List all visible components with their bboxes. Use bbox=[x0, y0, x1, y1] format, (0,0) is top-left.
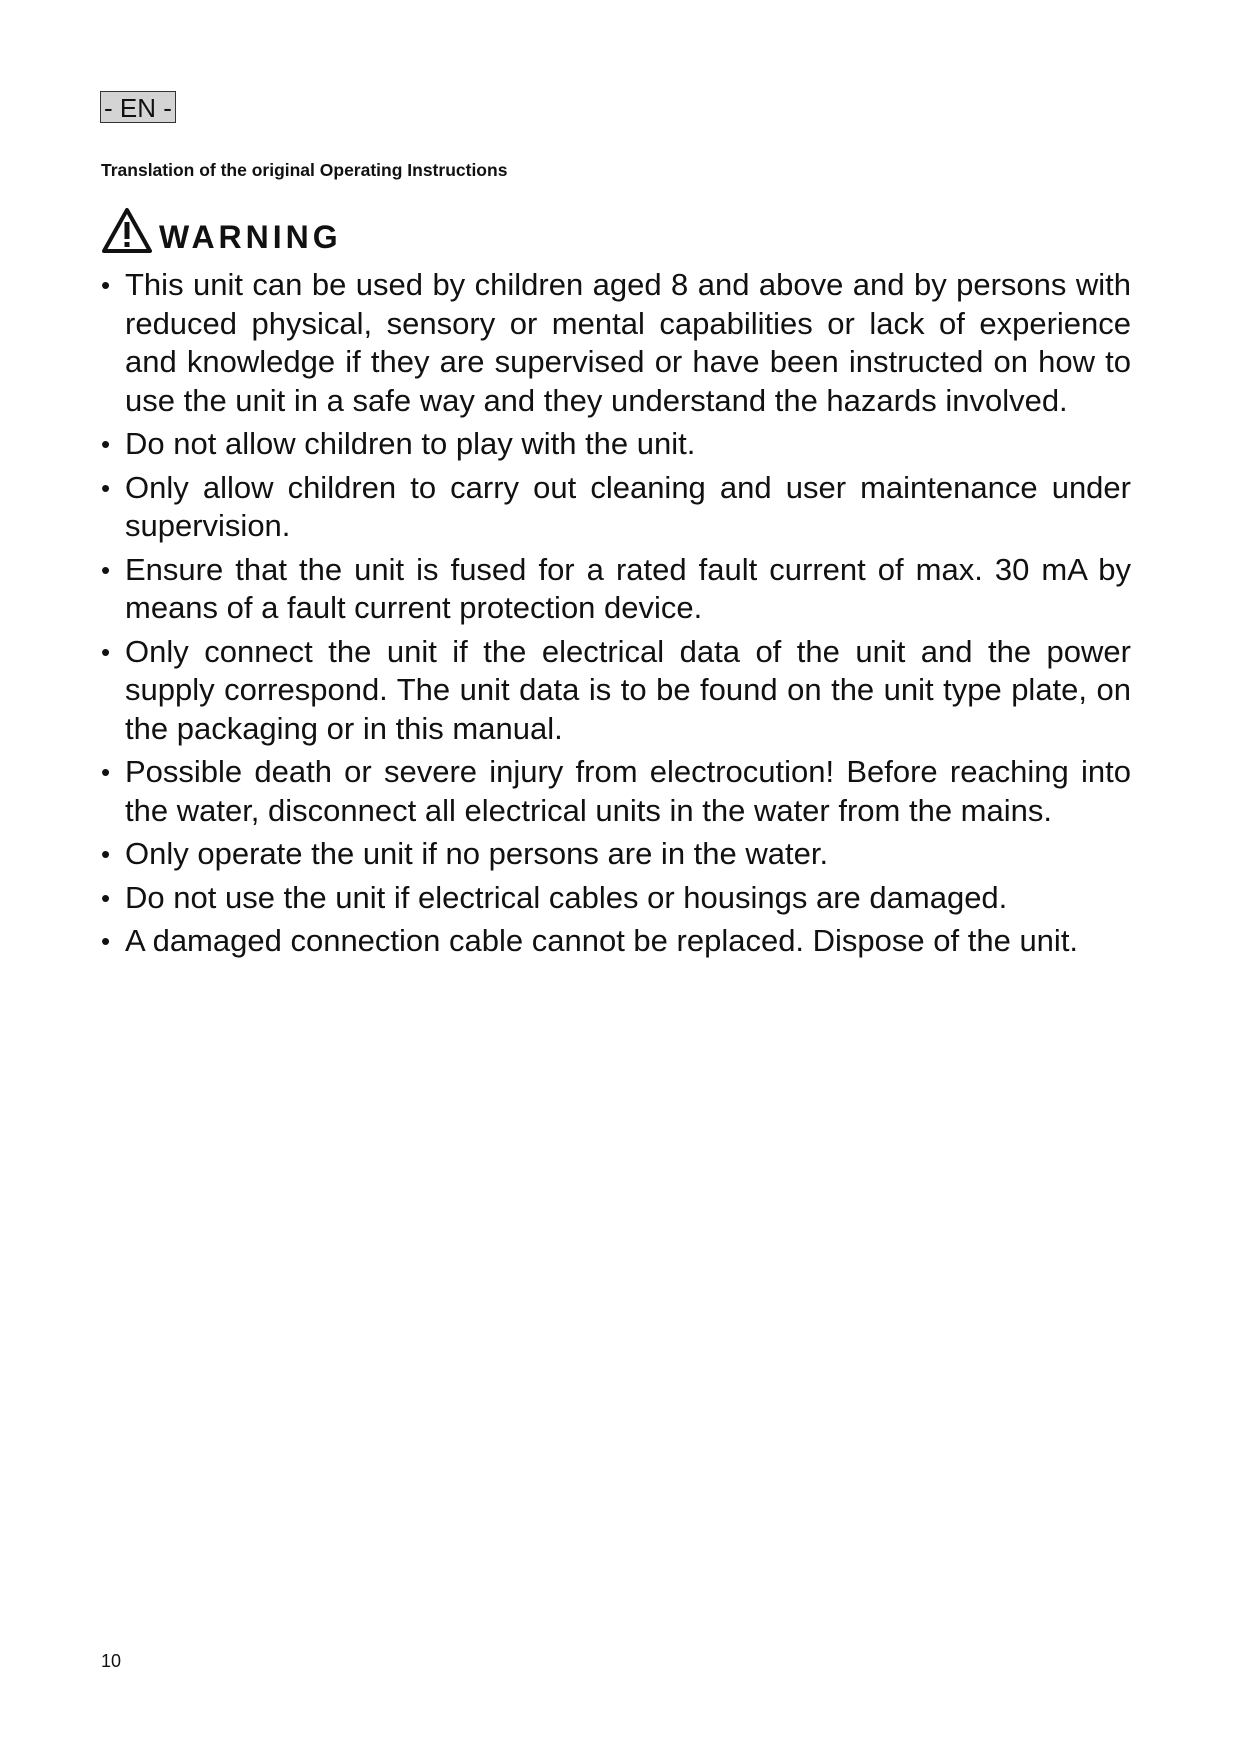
bullet-icon: • bbox=[101, 429, 111, 459]
document-subtitle: Translation of the original Operating Instructions bbox=[101, 160, 508, 180]
warning-item bbox=[101, 266, 1131, 420]
page-number: 10 bbox=[101, 1651, 122, 1671]
warning-item bbox=[101, 753, 1131, 830]
bullet-icon: • bbox=[101, 554, 111, 585]
warning-item-text: Possible death or severe injury from electrocution! Before reaching into the water, disconnect all electrical units in the water from the mains. bbox=[125, 754, 1131, 828]
warning-heading bbox=[101, 205, 342, 255]
bullet-icon: • bbox=[101, 839, 111, 869]
warning-list bbox=[101, 266, 1131, 966]
warning-item bbox=[101, 922, 1131, 961]
warning-triangle-icon bbox=[101, 207, 153, 255]
warning-item-text: A damaged connection cable cannot be replaced. Dispose of the unit. bbox=[125, 923, 1079, 958]
warning-item-text: Only allow children to carry out cleaning and user maintenance under supervision. bbox=[125, 469, 1131, 543]
bullet-icon: • bbox=[101, 757, 111, 787]
warning-item-text: This unit can be used by children aged 8 and above and by persons with reduced physical, sensory or mental capabilities or lack of experience and knowledge if they are supervised or have been instructed on how to use the unit in a safe way and they understand the hazards involved. bbox=[125, 267, 1131, 418]
warning-item-text: Only operate the unit if no persons are in the water. bbox=[125, 836, 829, 871]
bullet-icon: • bbox=[101, 270, 111, 300]
warning-item-text: Ensure that the unit is fused for a rated fault current of max. 30 mA by means of a fault current protection device. bbox=[125, 551, 1131, 625]
bullet-icon: • bbox=[101, 926, 111, 956]
warning-item bbox=[101, 551, 1131, 628]
language-badge: - EN - bbox=[100, 91, 176, 123]
warning-item bbox=[101, 469, 1131, 546]
warning-item-text: Do not allow children to play with the unit. bbox=[125, 426, 696, 461]
bullet-icon: • bbox=[101, 882, 111, 913]
warning-item bbox=[101, 633, 1131, 749]
warning-item bbox=[101, 879, 1131, 918]
warning-item-text: Do not use the unit if electrical cables or housings are damaged. bbox=[125, 879, 1008, 915]
warning-item bbox=[101, 425, 1131, 464]
warning-item-text: Only connect the unit if the electrical data of the unit and the power supply correspond. The unit data is to be found on the unit type plate, on the packaging or in this manual. bbox=[125, 633, 1131, 746]
warning-title: WARNING bbox=[159, 219, 342, 255]
bullet-icon: • bbox=[101, 472, 111, 503]
bullet-icon: • bbox=[101, 636, 111, 667]
warning-item bbox=[101, 835, 1131, 874]
